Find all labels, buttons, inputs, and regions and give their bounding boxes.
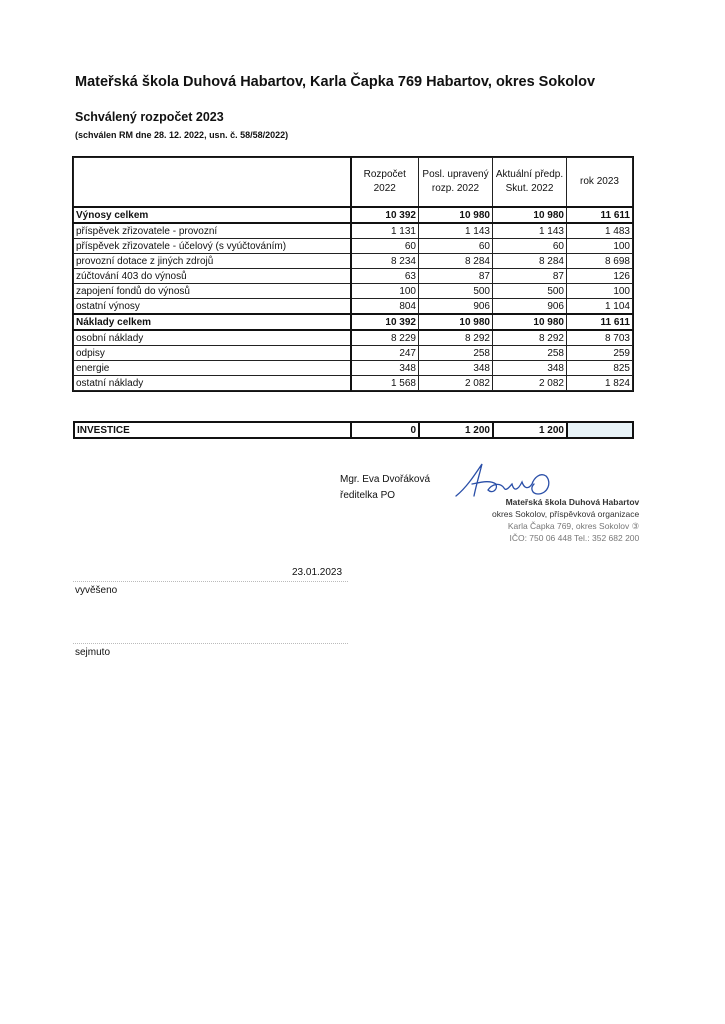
row-value: 8 284 bbox=[493, 254, 567, 269]
investice-value-2022: 0 bbox=[351, 422, 419, 438]
row-value: 100 bbox=[351, 284, 419, 299]
row-value: 247 bbox=[351, 346, 419, 361]
row-label: Náklady celkem bbox=[74, 314, 351, 330]
signer-role: ředitelka PO bbox=[340, 490, 396, 501]
table-row bbox=[74, 299, 633, 315]
row-value: 348 bbox=[493, 361, 567, 376]
document-title: Mateřská škola Duhová Habartov, Karla Čapka 769 Habartov, okres Sokolov bbox=[75, 74, 596, 90]
row-value: 8 284 bbox=[419, 254, 493, 269]
row-value: 11 611 bbox=[567, 207, 633, 223]
row-label: zapojení fondů do výnosů bbox=[74, 284, 351, 299]
document-subtitle: Schválený rozpočet 2023 bbox=[75, 110, 224, 124]
table-row bbox=[74, 223, 633, 239]
row-value: 10 392 bbox=[351, 314, 419, 330]
row-label: Výnosy celkem bbox=[74, 207, 351, 223]
row-value: 348 bbox=[351, 361, 419, 376]
investice-label: INVESTICE bbox=[74, 422, 351, 438]
table-row bbox=[74, 361, 633, 376]
row-value: 100 bbox=[567, 284, 633, 299]
stamp-line-3: Karla Čapka 769, okres Sokolov ③ bbox=[507, 521, 640, 531]
table-row bbox=[74, 239, 633, 254]
posting-date: 23.01.2023 bbox=[292, 567, 343, 578]
row-value: 258 bbox=[493, 346, 567, 361]
signer-block bbox=[340, 472, 430, 504]
header-rok-2023: rok 2023 bbox=[567, 158, 633, 208]
table-row bbox=[74, 346, 633, 361]
row-value: 10 980 bbox=[419, 314, 493, 330]
row-value: 500 bbox=[419, 284, 493, 299]
signer-name: Mgr. Eva Dvořáková bbox=[340, 474, 431, 485]
table-row bbox=[74, 207, 633, 223]
row-value: 11 611 bbox=[567, 314, 633, 330]
table-row bbox=[74, 269, 633, 284]
row-value: 60 bbox=[351, 239, 419, 254]
row-label: ostatní výnosy bbox=[74, 299, 351, 315]
row-value: 8 234 bbox=[351, 254, 419, 269]
row-value: 804 bbox=[351, 299, 419, 315]
row-value: 8 698 bbox=[567, 254, 633, 269]
stamp-line-2: okres Sokolov, příspěvková organizace bbox=[492, 509, 640, 519]
row-value: 500 bbox=[493, 284, 567, 299]
stamp-line-4: IČO: 750 06 448 Tel.: 352 682 200 bbox=[509, 533, 640, 543]
table-row bbox=[74, 330, 633, 346]
stamp-line-1: Mateřská škola Duhová Habartov bbox=[505, 497, 640, 507]
header-label-cell bbox=[74, 158, 351, 208]
table-row bbox=[74, 376, 633, 391]
row-value: 1 483 bbox=[567, 223, 633, 239]
row-value: 10 980 bbox=[419, 207, 493, 223]
row-value: 258 bbox=[419, 346, 493, 361]
row-value: 87 bbox=[493, 269, 567, 284]
official-stamp bbox=[492, 496, 639, 544]
row-value: 1 824 bbox=[567, 376, 633, 391]
row-value: 906 bbox=[493, 299, 567, 315]
row-value: 825 bbox=[567, 361, 633, 376]
investice-value-aktualni: 1 200 bbox=[493, 422, 567, 438]
row-value: 60 bbox=[419, 239, 493, 254]
row-value: 348 bbox=[419, 361, 493, 376]
row-value: 1 131 bbox=[351, 223, 419, 239]
row-value: 8 292 bbox=[493, 330, 567, 346]
row-value: 10 980 bbox=[493, 207, 567, 223]
posted-divider bbox=[73, 581, 348, 582]
row-value: 1 143 bbox=[493, 223, 567, 239]
table-row bbox=[74, 284, 633, 299]
row-value: 1 568 bbox=[351, 376, 419, 391]
table-row bbox=[74, 314, 633, 330]
approval-note: (schválen RM dne 28. 12. 2022, usn. č. 58/58/2022) bbox=[75, 130, 289, 140]
row-label: odpisy bbox=[74, 346, 351, 361]
row-label: energie bbox=[74, 361, 351, 376]
row-label: osobní náklady bbox=[74, 330, 351, 346]
row-value: 100 bbox=[567, 239, 633, 254]
row-label: příspěvek zřizovatele - účelový (s vyúčtováním) bbox=[74, 239, 351, 254]
investice-value-2023 bbox=[567, 422, 633, 438]
table-row bbox=[74, 254, 633, 269]
row-value: 2 082 bbox=[493, 376, 567, 391]
row-value: 1 104 bbox=[567, 299, 633, 315]
row-value: 60 bbox=[493, 239, 567, 254]
removed-divider bbox=[73, 643, 348, 644]
header-rozpocet-2022: Rozpočet 2022 bbox=[351, 158, 419, 208]
investice-value-posl: 1 200 bbox=[419, 422, 493, 438]
table-header-row bbox=[74, 158, 633, 208]
row-value: 1 143 bbox=[419, 223, 493, 239]
posted-label: vyvěšeno bbox=[75, 585, 118, 596]
row-value: 10 392 bbox=[351, 207, 419, 223]
row-value: 259 bbox=[567, 346, 633, 361]
removed-label: sejmuto bbox=[75, 647, 111, 658]
row-label: příspěvek zřizovatele - provozní bbox=[74, 223, 351, 239]
row-label: provozní dotace z jiných zdrojů bbox=[74, 254, 351, 269]
investice-table bbox=[73, 421, 634, 439]
investice-row bbox=[74, 422, 633, 438]
row-label: ostatní náklady bbox=[74, 376, 351, 391]
row-value: 8 292 bbox=[419, 330, 493, 346]
row-value: 8 703 bbox=[567, 330, 633, 346]
row-value: 126 bbox=[567, 269, 633, 284]
row-value: 63 bbox=[351, 269, 419, 284]
row-value: 87 bbox=[419, 269, 493, 284]
row-value: 8 229 bbox=[351, 330, 419, 346]
row-label: zúčtování 403 do výnosů bbox=[74, 269, 351, 284]
budget-table bbox=[73, 157, 633, 391]
row-value: 906 bbox=[419, 299, 493, 315]
row-value: 10 980 bbox=[493, 314, 567, 330]
header-aktualni-predp: Aktuální předp. Skut. 2022 bbox=[493, 158, 567, 208]
header-posl-upraveny: Posl. upravený rozp. 2022 bbox=[419, 158, 493, 208]
row-value: 2 082 bbox=[419, 376, 493, 391]
